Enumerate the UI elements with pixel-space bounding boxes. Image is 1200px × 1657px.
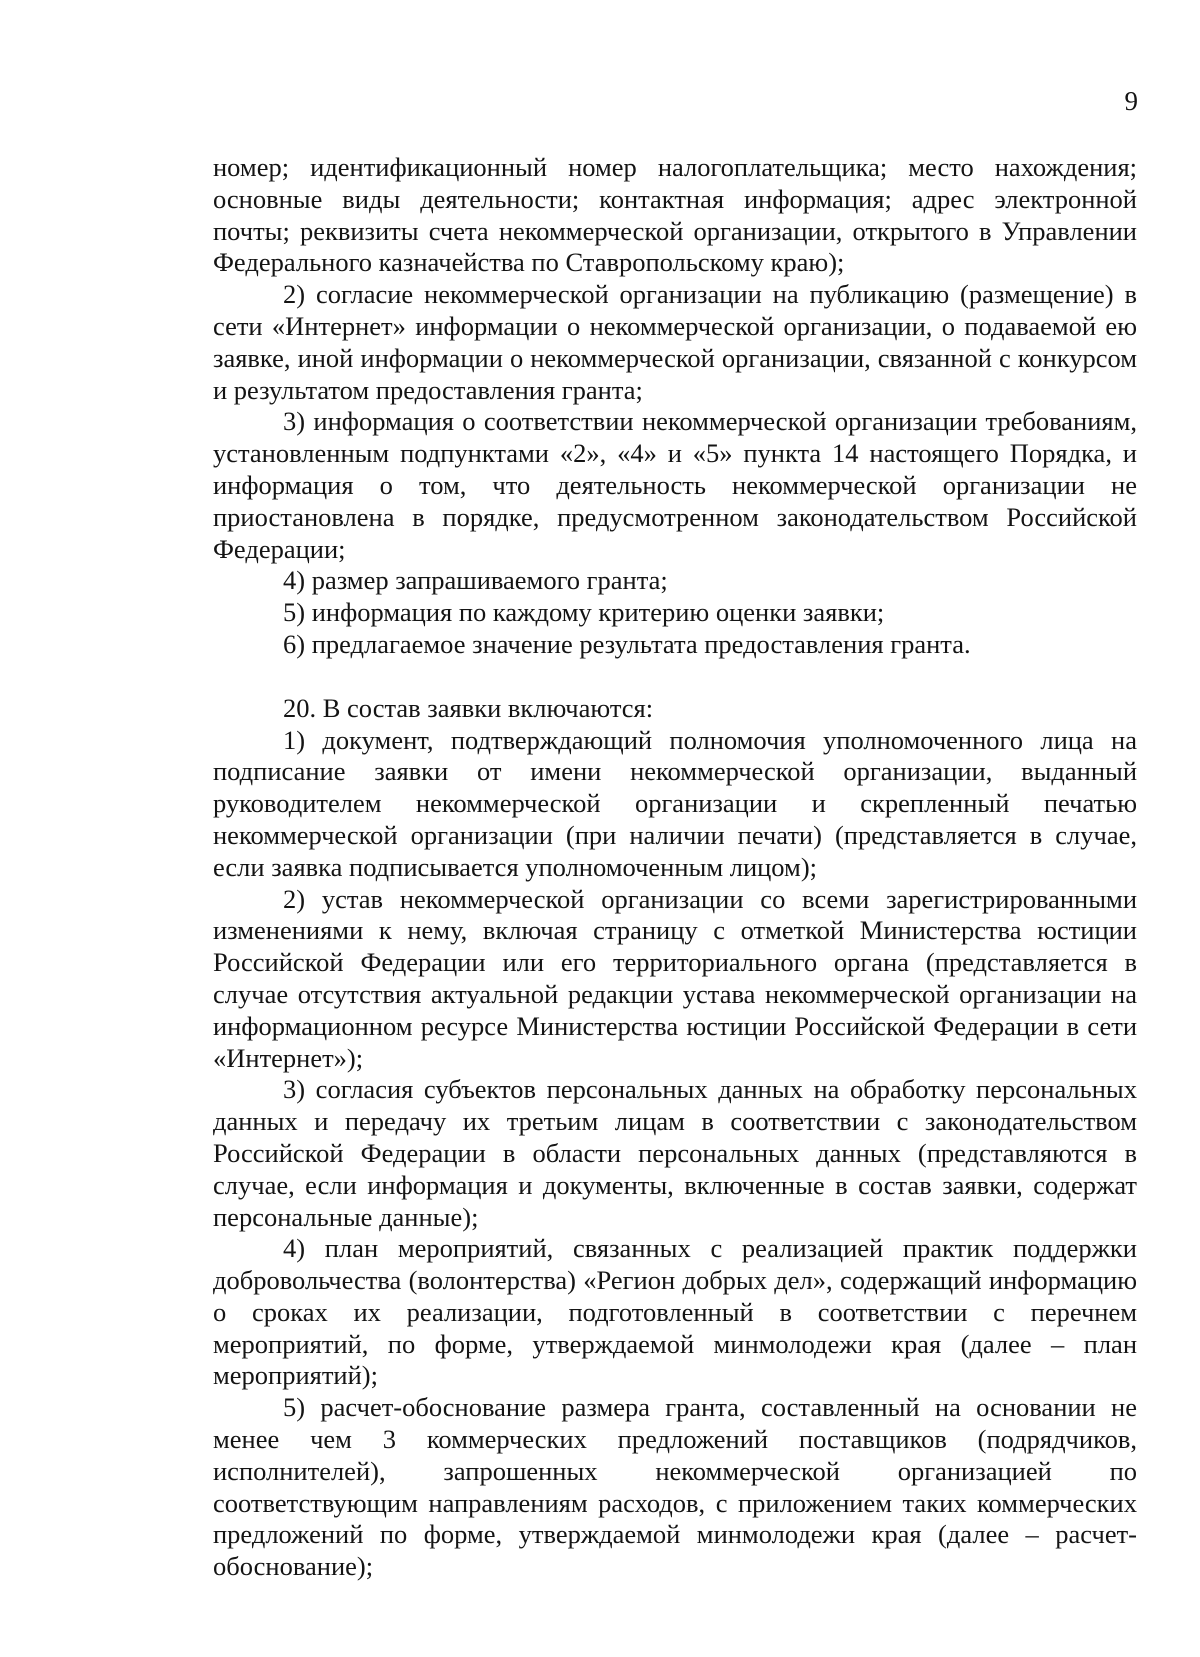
paragraph-section-20-item-4: 4) план мероприятий, связанных с реализацией практик поддержки добровольчества (волонтерства) «Регион добрых дел», содержащий информацию о сроках их реализации, подготовленный в соответствии с перечнем мероприятий, по форме, утверждаемой минмолодежи края (далее – план мероприятий); (213, 1233, 1137, 1391)
paragraph-item-2-consent: 2) согласие некоммерческой организации на публикацию (размещение) в сети «Интернет» информации о некоммерческой организации, о подаваемой ею заявке, иной информации о некоммерческой организации, связанной с конкурсом и результатом предоставления гранта; (213, 279, 1137, 405)
paragraph-section-20-item-1: 1) документ, подтверждающий полномочия уполномоченного лица на подписание заявки от имени некоммерческой организации, выданный руководителем некоммерческой организации и скрепленный печатью некоммерческой организации (при наличии печати) (представляется в случае, если заявка подписывается уполномоченным лицом); (213, 724, 1137, 882)
paragraph-item-6-result-value: 6) предлагаемое значение результата предоставления гранта. (283, 628, 971, 659)
paragraph-section-20-heading: 20. В состав заявки включаются: (283, 692, 654, 723)
page-number: 9 (1124, 86, 1138, 116)
paragraph-section-20-item-2: 2) устав некоммерческой организации со всеми зарегистрированными изменениями к нему, включая страницу с отметкой Министерства юстиции Российской Федерации или его территориального органа (представляется в случае отсутствия актуальной редакции устава некоммерческой организации на информационном ресурсе Министерства юстиции Российской Федерации в сети «Интернет»); (213, 883, 1137, 1073)
paragraph-section-20-item-3: 3) согласия субъектов персональных данных на обработку персональных данных и передачу их третьим лицам в соответствии с законодательством Российской Федерации в области персональных данных (представляются в случае, если информация и документы, включенные в состав заявки, содержат персональные данные); (213, 1074, 1137, 1232)
paragraph-requisites-continuation: номер; идентификационный номер налогоплательщика; место нахождения; основные виды деятельности; контактная информация; адрес электронной почты; реквизиты счета некоммерческой организации, открытого в Управлении Федерального казначейства по Ставропольскому краю); (213, 152, 1137, 278)
paragraph-section-20-item-5: 5) расчет-обоснование размера гранта, составленный на основании не менее чем 3 коммерческих предложений поставщиков (подрядчиков, исполнителей), запрошенных некоммерческой организацией по соответствующим направлениям расходов, с приложением таких коммерческих предложений по форме, утверждаемой минмолодежи края (далее – расчет-обоснование); (213, 1392, 1137, 1582)
paragraph-item-4-grant-size: 4) размер запрашиваемого гранта; (283, 565, 668, 596)
body-text (213, 152, 1137, 1583)
paragraph-item-5-criteria: 5) информация по каждому критерию оценки заявки; (283, 597, 885, 628)
paragraph-item-3-compliance: 3) информация о соответствии некоммерческой организации требованиям, установленным подпунктами «2», «4» и «5» пункта 14 настоящего Порядка, и информация о том, что деятельность некоммерческой организации не приостановлена в порядке, предусмотренном законодательством Российской Федерации; (213, 406, 1137, 564)
